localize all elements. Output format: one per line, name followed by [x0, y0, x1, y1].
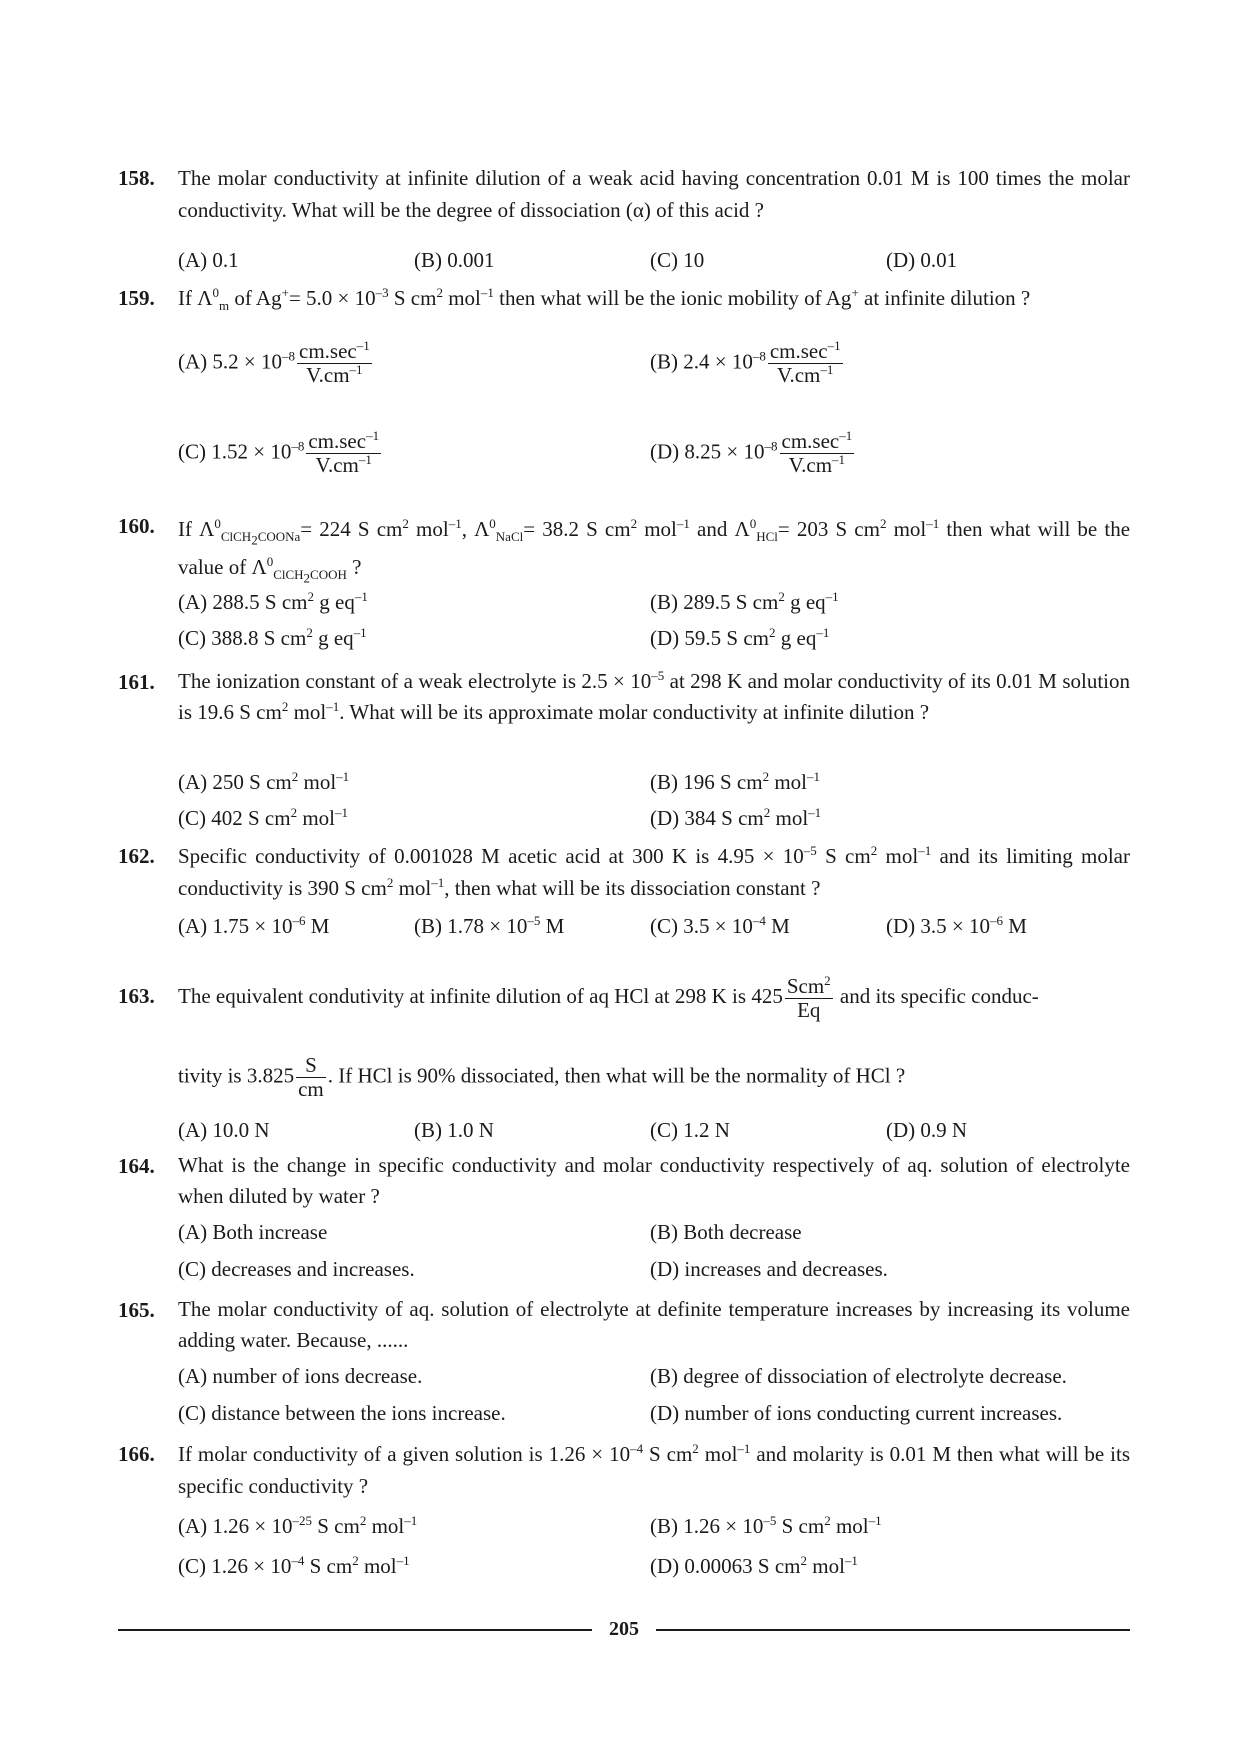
option-c: (C) $1.52 \times 10^{-8}$ $\frac{cm.\sec^{-1}}{V.cm^{-1}}$ [178, 428, 380, 478]
question-number: 163. [118, 984, 155, 1008]
option-b: (B) 289.5 S $cm^2$ g $eq^{-1}$ [650, 589, 839, 614]
question-text: Specific conductivity of 0.001028 M acetic acid at 300 K is $4.95 \times 10^{-5}$ S $cm^2$ mol$^{-1}$ and its limiting molar conductivity is 390 S $cm^2$ mol$^{-1}$, then what will be its dissociation constant ? [178, 843, 1130, 900]
page-footer [118, 1614, 1130, 1644]
question-text: The molar conductivity at infinite dilution of a weak acid having concentration 0.01 M is 100 times the molar conductivity. What will be the degree of dissociation (α) of this acid ? [178, 166, 1130, 222]
footer-rule-left [118, 1629, 592, 1631]
question-text: If $\Lambda^0_{ClCH_2COONa}= 224$ S $cm^2$ mol$^{-1}$, $\Lambda^0_{NaCl}= 38.2$ S $cm^2$ mol$^{-1}$ and $\Lambda^0_{HCl}= 203$ S $cm^2$ mol$^{-1}$ then what will be the value of $\Lambda^0_{ClCH_2COOH}$ ? [178, 516, 1131, 586]
option-d: (D) 384 S $cm^2$ mol$^{-1}$ [650, 805, 822, 830]
option-b: (B) 0.001 [414, 248, 495, 272]
option-a: (A) $1.26 \times 10^{-25}$ S $cm^2$ mol$^{-1}$ [178, 1513, 418, 1538]
option-d: (D) number of ions conducting current increases. [650, 1401, 1063, 1425]
option-b: (B) 196 S $cm^2$ mol$^{-1}$ [650, 769, 820, 794]
question-text: If $\Lambda^0_m$ of $Ag^+= 5.0 \times 10^{-3}$ S $cm^2$ mol$^{-1}$ then what will be the ionic mobility of Ag+ at infinite dilution ? [178, 285, 1031, 314]
page-number: 205 [609, 1618, 639, 1640]
question-text-continued: tivity is 3.825 $\frac{S}{cm}$ . If HCl is 90% dissociated, then what will be the normality of HCl ? [178, 1053, 906, 1102]
question-text: If molar conductivity of a given solution is $1.26 \times 10^{-4}$ S $cm^2$ mol$^{-1}$ and molarity is 0.01 M then what will be its specific conductivity ? [178, 1441, 1130, 1498]
option-d: (D) $3.5 \times 10^{-6}$ M [886, 913, 1027, 938]
question-162 [118, 840, 1130, 938]
question-number: 164. [118, 1154, 155, 1178]
option-c: (C) distance between the ions increase. [178, 1401, 506, 1425]
option-c: (C) 10 [650, 248, 705, 272]
option-b: (B) 1.0 N [414, 1118, 494, 1142]
question-number: 165. [118, 1298, 155, 1322]
question-number: 158. [118, 166, 155, 190]
question-number: 166. [118, 1442, 155, 1466]
question-159 [118, 282, 1130, 478]
option-d: (D) increases and decreases. [650, 1257, 888, 1281]
option-a: (A) $1.75 \times 10^{-6}$ M [178, 913, 330, 938]
question-text: The molar conductivity of aq. solution of electrolyte at definite temperature increases by increasing its volume adding water. Because, ...... [178, 1297, 1130, 1352]
option-b: (B) Both decrease [650, 1220, 802, 1244]
option-b: (B) $1.78 \times 10^{-5}$ M [414, 913, 565, 938]
option-d: (D) 59.5 S $cm^2$ g $eq^{-1}$ [650, 625, 830, 650]
option-c: (C) 402 S $cm^2$ mol$^{-1}$ [178, 805, 348, 830]
option-b: (B) $2.4 \times 10^{-8}$ $\frac{cm.\sec^{-1}}{V.cm^{-1}}$ [650, 338, 841, 388]
footer-rule-right [656, 1629, 1130, 1631]
option-a: (A) 288.5 S $cm^2$ g $eq^{-1}$ [178, 589, 368, 614]
option-a: (A) $5.2 \times 10^{-8}$ $\frac{cm.\sec^{-1}}{V.cm^{-1}}$ [178, 338, 370, 388]
question-161 [118, 666, 1130, 830]
question-text: The ionization constant of a weak electrolyte is $2.5 \times 10^{-5}$ at 298 K and molar conductivity of its 0.01 M solution is 19.6 S $cm^2$ mol$^{-1}$. What will be its approximate molar conductivity at infinite dilution ? [178, 668, 1130, 724]
option-b: (B) $1.26 \times 10^{-5}$ S $cm^2$ mol$^{-1}$ [650, 1513, 882, 1538]
question-text: The equivalent condutivity at infinite dilution of aq HCl at 298 K is 425 $\frac{Scm^2}{Eq}$ and its specific conduc- [178, 972, 1039, 1022]
option-c: (C) 1.2 N [650, 1118, 730, 1142]
question-163 [118, 968, 1130, 1142]
question-number: 162. [118, 844, 155, 868]
option-b: (B) degree of dissociation of electrolyte decrease. [650, 1364, 1067, 1388]
option-a: (A) 250 S $cm^2$ mol$^{-1}$ [178, 769, 350, 794]
option-c: (C) $3.5 \times 10^{-4}$ M [650, 913, 790, 938]
option-d: (D) $8.25 \times 10^{-8}$ $\frac{cm.\sec^{-1}}{V.cm^{-1}}$ [650, 428, 853, 478]
option-a: (A) 0.1 [178, 248, 239, 272]
option-a: (A) Both increase [178, 1220, 328, 1244]
question-164 [118, 1150, 1130, 1281]
option-d: (D) 0.9 N [886, 1118, 968, 1142]
option-d: (D) 0.01 [886, 248, 958, 272]
question-number: 159. [118, 286, 155, 310]
question-number: 161. [118, 670, 155, 694]
question-165 [118, 1294, 1130, 1425]
option-a: (A) 10.0 N [178, 1118, 270, 1142]
option-c: (C) $1.26 \times 10^{-4}$ S $cm^2$ mol$^{-1}$ [178, 1553, 410, 1578]
question-number: 160. [118, 514, 155, 538]
option-c: (C) 388.8 S $cm^2$ g $eq^{-1}$ [178, 625, 367, 650]
option-d: (D) 0.00063 S $cm^2$ mol$^{-1}$ [650, 1553, 858, 1578]
question-158 [118, 162, 1130, 272]
question-text: What is the change in specific conductivity and molar conductivity respectively of aq. solution of electrolyte when diluted by water ? [178, 1153, 1130, 1208]
question-166 [118, 1438, 1130, 1578]
option-a: (A) number of ions decrease. [178, 1364, 423, 1388]
option-c: (C) decreases and increases. [178, 1257, 415, 1281]
question-160 [118, 510, 1131, 650]
